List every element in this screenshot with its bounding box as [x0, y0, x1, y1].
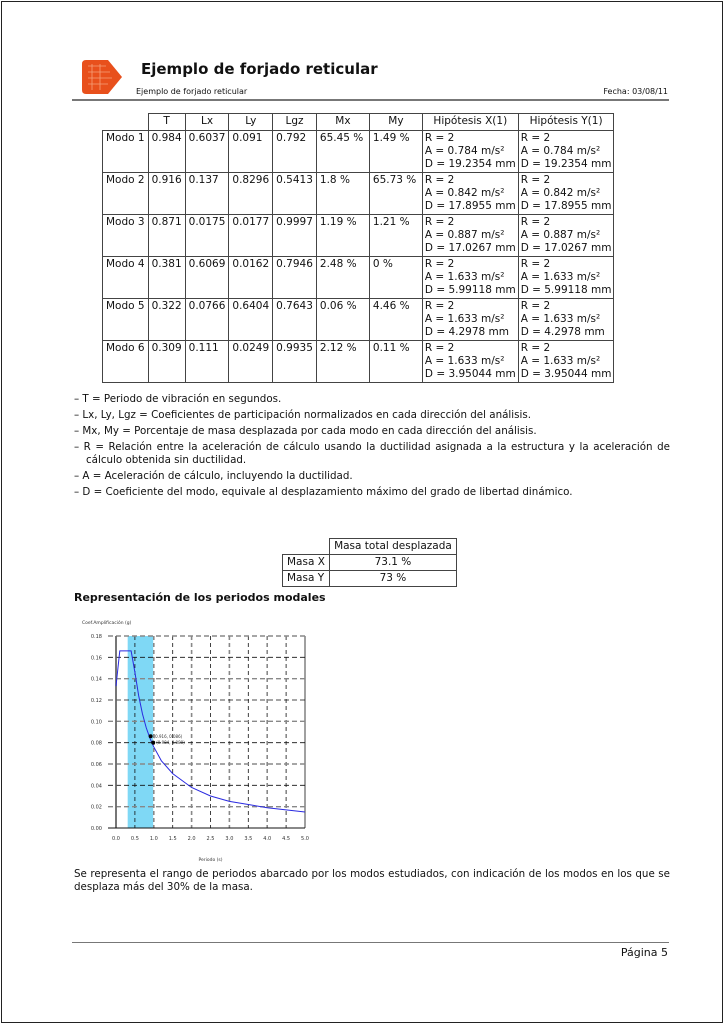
y-tick-label: 0.08: [90, 740, 102, 747]
modes-table: [102, 113, 614, 383]
hypothesis-r-value: R = 2: [424, 342, 455, 354]
hypothesis-y-cell: [518, 341, 614, 383]
mx-cell: 1.8 %: [316, 173, 369, 215]
col-header-my: My: [369, 114, 422, 131]
my-cell: 0.11 %: [369, 341, 422, 383]
hypothesis-r-value: R = 2: [520, 258, 551, 270]
mode-point-label: (0.984, 0.080): [156, 740, 185, 746]
hypothesis-y-cell: [518, 173, 614, 215]
header-divider: [72, 99, 669, 101]
hypothesis-a-value: A = 1.633 m/s²: [520, 313, 601, 325]
ly-cell: 0.0162: [229, 257, 273, 299]
lgz-cell: 0.9935: [273, 341, 317, 383]
mode-label: Modo 6: [103, 341, 149, 383]
x-tick-label: 2.0: [187, 836, 196, 842]
hypothesis-a-value: A = 0.842 m/s²: [424, 187, 505, 199]
y-tick-label: 0.02: [90, 804, 102, 811]
hypothesis-d-value: D = 4.2978 mm: [520, 326, 605, 338]
hypothesis-r-value: R = 2: [424, 174, 455, 186]
hypothesis-r-value: R = 2: [520, 300, 551, 312]
lgz-cell: 0.9997: [273, 215, 317, 257]
hypothesis-d-value: D = 5.99118 mm: [424, 284, 516, 296]
my-cell: 0 %: [369, 257, 422, 299]
mass-value: 73 %: [329, 571, 456, 587]
lgz-cell: 0.5413: [273, 173, 317, 215]
legend-item: – D = Coeficiente del modo, equivale al desplazamiento máximo del grado de libertad dinámico.: [74, 486, 573, 498]
col-header-lx: Lx: [185, 114, 229, 131]
legend-item: – R = Relación entre la aceleración de cálculo usando la ductilidad asignada a la estructura y la aceleración de cálculo obtenida sin ductilidad.: [74, 441, 670, 466]
x-tick-label: 4.0: [263, 836, 272, 842]
lx-cell: 0.6069: [185, 257, 229, 299]
table-row: [103, 341, 614, 383]
document-subtitle: Ejemplo de forjado reticular: [136, 87, 248, 96]
my-cell: 1.49 %: [369, 131, 422, 173]
mass-value: 73.1 %: [329, 555, 456, 571]
hypothesis-x-cell: [422, 215, 518, 257]
description-paragraph: Se representa el rango de periodos abarcado por los modos estudiados, con indicación de los modos en los que se desplaza más del 30% de la masa.: [74, 868, 670, 893]
y-tick-label: 0.12: [90, 698, 102, 704]
hypothesis-d-value: D = 19.2354 mm: [424, 158, 516, 170]
hypothesis-d-value: D = 4.2978 mm: [424, 326, 509, 338]
y-tick-label: 0.18: [90, 634, 102, 640]
hypothesis-r-value: R = 2: [520, 216, 551, 228]
hypothesis-d-value: D = 17.8955 mm: [424, 200, 516, 212]
hypothesis-r-value: R = 2: [520, 132, 551, 144]
hypothesis-d-value: D = 3.95044 mm: [424, 368, 516, 380]
col-header-t: T: [148, 114, 185, 131]
table-row: [103, 131, 614, 173]
hypothesis-r-value: R = 2: [424, 216, 455, 228]
hypothesis-x-cell: [422, 299, 518, 341]
x-tick-label: 0.5: [130, 836, 139, 842]
blank-header: [283, 539, 330, 555]
document-title: Ejemplo de forjado reticular: [141, 60, 378, 78]
period-cell: 0.322: [148, 299, 185, 341]
lx-cell: 0.137: [185, 173, 229, 215]
period-cell: 0.381: [148, 257, 185, 299]
y-tick-label: 0.16: [90, 655, 102, 662]
y-tick-label: 0.00: [90, 826, 102, 832]
table-row: [103, 257, 614, 299]
hypothesis-x-cell: [422, 341, 518, 383]
orange-play-logo-icon: [82, 58, 124, 96]
mx-cell: 65.45 %: [316, 131, 369, 173]
y-tick-label: 0.06: [90, 762, 102, 768]
my-cell: 4.46 %: [369, 299, 422, 341]
mx-cell: 2.12 %: [316, 341, 369, 383]
page-number: Página 5: [620, 946, 668, 959]
table-header-row: [103, 114, 614, 131]
y-tick-label: 0.14: [90, 676, 102, 683]
hypothesis-d-value: D = 17.8955 mm: [520, 200, 612, 212]
x-tick-label: 3.0: [225, 836, 234, 842]
hypothesis-y-cell: [518, 299, 614, 341]
my-cell: 1.21 %: [369, 215, 422, 257]
mode-label: Modo 2: [103, 173, 149, 215]
document-date: Fecha: 03/08/11: [603, 87, 668, 96]
hypothesis-d-value: D = 3.95044 mm: [520, 368, 612, 380]
lgz-cell: 0.7946: [273, 257, 317, 299]
table-row: [283, 571, 457, 587]
col-header-ly: Ly: [229, 114, 273, 131]
table-row: [103, 173, 614, 215]
lx-cell: 0.0766: [185, 299, 229, 341]
hypothesis-a-value: A = 1.633 m/s²: [424, 313, 505, 325]
hypothesis-y-cell: [518, 215, 614, 257]
hypothesis-y-cell: [518, 257, 614, 299]
lgz-cell: 0.7643: [273, 299, 317, 341]
mx-cell: 2.48 %: [316, 257, 369, 299]
hypothesis-r-value: R = 2: [520, 174, 551, 186]
hypothesis-x-cell: [422, 257, 518, 299]
ly-cell: 0.0249: [229, 341, 273, 383]
col-header-hyp-x: Hipótesis X(1): [422, 114, 518, 131]
hypothesis-y-cell: [518, 131, 614, 173]
spectrum-chart: [80, 616, 320, 866]
mass-table: [282, 538, 457, 587]
mass-label: Masa X: [283, 555, 330, 571]
footer-divider: [72, 942, 669, 943]
lx-cell: 0.111: [185, 341, 229, 383]
hypothesis-a-value: A = 1.633 m/s²: [520, 271, 601, 283]
col-header-hyp-y: Hipótesis Y(1): [518, 114, 614, 131]
hypothesis-a-value: A = 0.887 m/s²: [520, 229, 601, 241]
col-header-lgz: Lgz: [273, 114, 317, 131]
mode-label: Modo 4: [103, 257, 149, 299]
ly-cell: 0.8296: [229, 173, 273, 215]
period-cell: 0.309: [148, 341, 185, 383]
blank-header: [103, 114, 149, 131]
hypothesis-a-value: A = 0.784 m/s²: [424, 145, 505, 157]
x-tick-label: 1.5: [168, 836, 177, 842]
x-tick-label: 2.5: [206, 836, 215, 842]
ly-cell: 0.091: [229, 131, 273, 173]
my-cell: 65.73 %: [369, 173, 422, 215]
x-tick-label: 0.0: [112, 836, 120, 842]
hypothesis-a-value: A = 0.842 m/s²: [520, 187, 601, 199]
table-row: [103, 215, 614, 257]
col-header-mx: Mx: [316, 114, 369, 131]
hypothesis-a-value: A = 0.887 m/s²: [424, 229, 505, 241]
hypothesis-r-value: R = 2: [520, 342, 551, 354]
legend-item: – T = Periodo de vibración en segundos.: [74, 393, 282, 405]
x-axis-label: Periodo (s): [198, 858, 223, 863]
mode-point-marker: [149, 734, 153, 738]
hypothesis-r-value: R = 2: [424, 258, 455, 270]
mx-cell: 1.19 %: [316, 215, 369, 257]
legend-item: – Mx, My = Porcentaje de masa desplazada por cada modo en cada dirección del análisis.: [74, 425, 537, 437]
table-row: [103, 299, 614, 341]
hypothesis-a-value: A = 1.633 m/s²: [424, 271, 505, 283]
table-row: [283, 555, 457, 571]
hypothesis-x-cell: [422, 173, 518, 215]
hypothesis-a-value: A = 1.633 m/s²: [520, 355, 601, 367]
y-tick-label: 0.04: [90, 783, 102, 790]
mode-label: Modo 1: [103, 131, 149, 173]
ly-cell: 0.6404: [229, 299, 273, 341]
lx-cell: 0.6037: [185, 131, 229, 173]
y-axis-label: Coef.Amplificación (g): [82, 621, 132, 626]
hypothesis-x-cell: [422, 131, 518, 173]
hypothesis-a-value: A = 1.633 m/s²: [424, 355, 505, 367]
hypothesis-d-value: D = 17.0267 mm: [424, 242, 516, 254]
lx-cell: 0.0175: [185, 215, 229, 257]
mode-point-marker: [151, 741, 155, 745]
legend-item: – Lx, Ly, Lgz = Coeficientes de participación normalizados en cada dirección del análisis.: [74, 409, 532, 421]
x-tick-label: 1.0: [149, 836, 158, 842]
hypothesis-a-value: A = 0.784 m/s²: [520, 145, 601, 157]
lgz-cell: 0.792: [273, 131, 317, 173]
x-tick-label: 3.5: [244, 836, 253, 842]
period-cell: 0.984: [148, 131, 185, 173]
modal-period-range: [128, 636, 154, 828]
x-tick-label: 4.5: [282, 836, 291, 842]
mode-label: Modo 5: [103, 299, 149, 341]
period-cell: 0.871: [148, 215, 185, 257]
mass-label: Masa Y: [283, 571, 330, 587]
x-tick-label: 5.0: [301, 836, 309, 842]
hypothesis-d-value: D = 19.2354 mm: [520, 158, 612, 170]
mode-point-label: (0.916, 0.086): [153, 733, 183, 739]
mode-label: Modo 3: [103, 215, 149, 257]
y-tick-label: 0.10: [90, 719, 102, 726]
legend-item: – A = Aceleración de cálculo, incluyendo la ductilidad.: [74, 470, 353, 482]
hypothesis-d-value: D = 5.99118 mm: [520, 284, 612, 296]
hypothesis-d-value: D = 17.0267 mm: [520, 242, 612, 254]
mass-header: Masa total desplazada: [329, 539, 456, 555]
legend-list: [74, 393, 670, 502]
section-title: Representación de los periodos modales: [74, 591, 326, 604]
hypothesis-r-value: R = 2: [424, 300, 455, 312]
ly-cell: 0.0177: [229, 215, 273, 257]
mx-cell: 0.06 %: [316, 299, 369, 341]
hypothesis-r-value: R = 2: [424, 132, 455, 144]
period-cell: 0.916: [148, 173, 185, 215]
